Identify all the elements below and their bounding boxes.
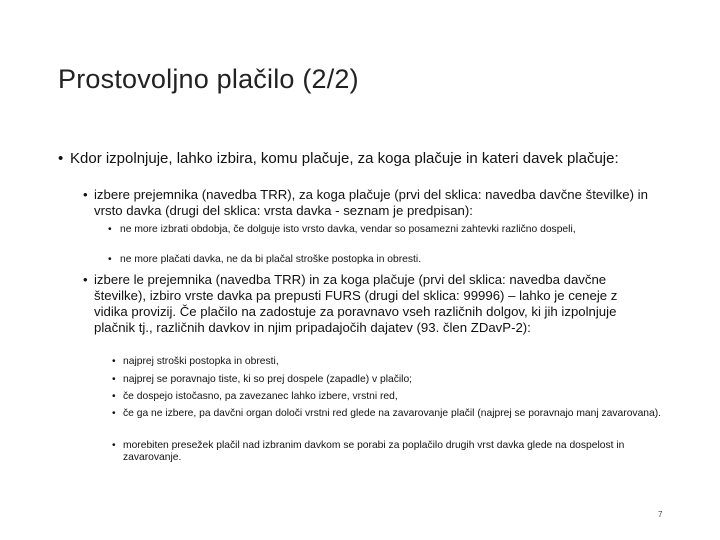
bullet-marker: • bbox=[112, 408, 116, 419]
bullet-text: če ga ne izbere, pa davčni organ določi vrstni red glede na zavarovanje plačil (najprej se poravnajo manj zavarovana). bbox=[123, 408, 662, 419]
bullet-option-b-sub-5 bbox=[112, 440, 667, 465]
bullet-option-b bbox=[83, 272, 648, 336]
bullet-marker: • bbox=[112, 440, 116, 451]
bullet-option-b-sub-4 bbox=[112, 408, 667, 420]
bullet-text: če dospejo istočasno, pa zavezanec lahko izbere, vrstni red, bbox=[123, 391, 398, 402]
bullet-level1-item bbox=[58, 150, 658, 168]
bullet-marker: • bbox=[112, 391, 116, 402]
bullet-text: ne more plačati davka, ne da bi plačal stroške postopka in obresti. bbox=[120, 254, 422, 265]
bullet-text: izbere prejemnika (navedba TRR), za koga plačuje (prvi del sklica: navedba davčne številke) in vrsto davka (drugi del sklica: vrsta davka - seznam je predpisan): bbox=[94, 187, 648, 218]
bullet-text: morebiten presežek plačil nad izbranim davkom se porabi za poplačilo drugih vrst davka glede na dospelost in zavarovanje. bbox=[123, 440, 625, 464]
bullet-marker: • bbox=[112, 356, 116, 367]
bullet-text: ne more izbrati obdobja, če dolguje isto vrsto davka, vendar so posamezni zahtevki različno dospeli, bbox=[120, 224, 576, 235]
bullet-marker: • bbox=[108, 224, 112, 235]
bullet-option-a bbox=[83, 187, 673, 219]
bullet-text: najprej stroški postopka in obresti, bbox=[123, 356, 279, 367]
bullet-option-b-sub-2 bbox=[112, 374, 667, 386]
page-number: 7 bbox=[658, 510, 663, 519]
bullet-option-a-sub-2 bbox=[108, 254, 673, 266]
bullet-marker: • bbox=[83, 187, 88, 202]
bullet-text: Kdor izpolnjuje, lahko izbira, komu plačuje, za koga plačuje in kateri davek plačuje: bbox=[70, 150, 619, 167]
bullet-option-b-sub-3 bbox=[112, 391, 667, 403]
bullet-marker: • bbox=[58, 150, 64, 167]
bullet-text: najprej se poravnajo tiste, ki so prej dospele (zapadle) v plačilo; bbox=[123, 374, 413, 385]
slide-title: Prostovoljno plačilo (2/2) bbox=[58, 64, 359, 94]
bullet-text: izbere le prejemnika (navedba TRR) in za koga plačuje (prvi del sklica: navedba davčne številke), izbiro vrste davka pa prepusti FURS (drugi del sklica: 99996) – lahko je ceneje z vidika provizij. Če plačilo na zadostuje za poravnavo vseh različnih dolgov, ki jih izpolnjuje plačnik tj., različnih davkov in njim pripadajočih dajatev (93. člen ZDavP-2): bbox=[94, 272, 618, 335]
bullet-option-b-sub-1 bbox=[112, 356, 667, 368]
bullet-marker: • bbox=[112, 374, 116, 385]
bullet-marker: • bbox=[108, 254, 112, 265]
bullet-marker: • bbox=[83, 272, 88, 287]
bullet-option-a-sub-1 bbox=[108, 224, 673, 236]
